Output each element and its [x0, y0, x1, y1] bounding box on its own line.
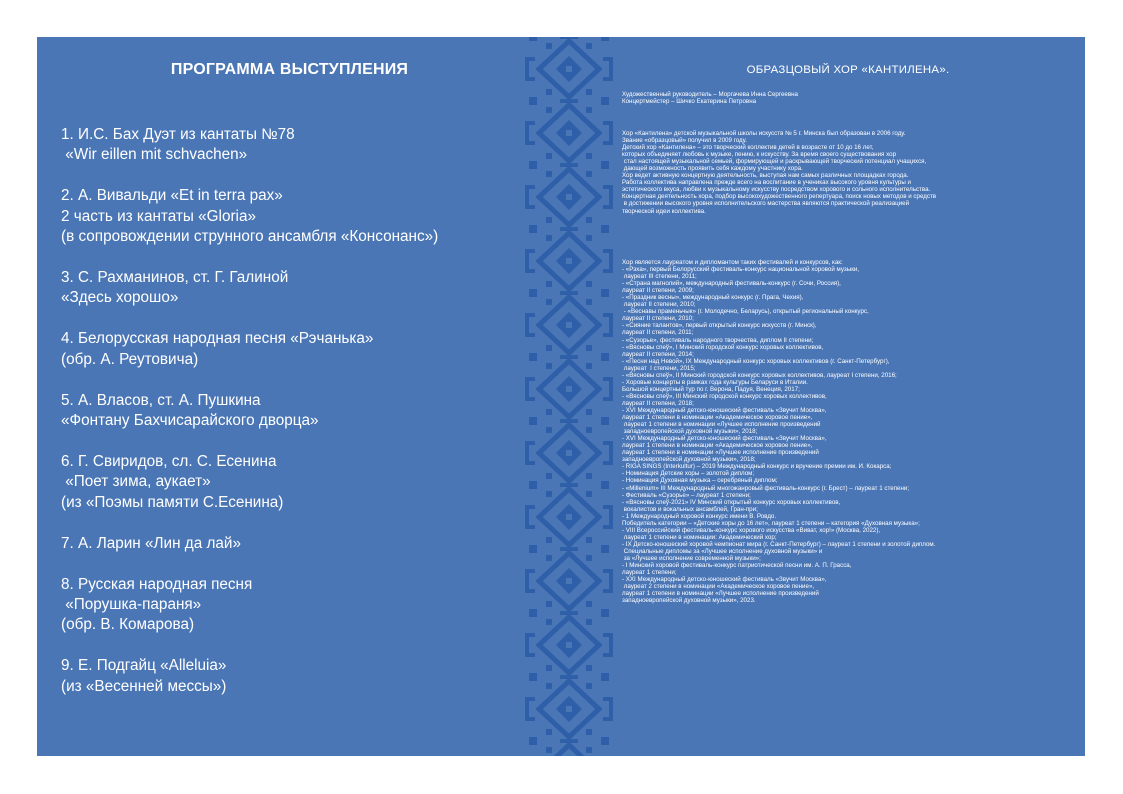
ornament-dot: [586, 363, 592, 369]
program-item-line: 2. А. Вивальди «Et in terra pax»: [61, 187, 283, 205]
ornament-dot: [586, 473, 592, 479]
award-line: - I Минский хоровой фестиваль-конкурс патриотической песни им. А. П. Грасса,: [622, 562, 852, 570]
ornament-side-square: [529, 97, 537, 105]
award-line: западноевропейской духовной музыки», 2018;: [622, 428, 758, 436]
award-line: - «Сузорье», фестиваль народного творчества, диплом II степени;: [622, 336, 814, 344]
ornament-dot: [546, 555, 552, 561]
award-line: - «Сияние талантов», первый открытый конкурс искусств (г. Минск),: [622, 322, 817, 330]
program-item-line: 9. Е. Подгайц «Alleluia»: [61, 657, 227, 675]
award-line: Специальные дипломы за «Лучшее исполнение духовной музыки» и: [622, 547, 823, 555]
ornament-dot: [546, 491, 552, 497]
award-line: лауреат 1 степени в номинации «Лучшее исполнение произведений: [622, 449, 819, 457]
award-line: вокалистов и вокальных ансамблей, Гран-при;: [622, 505, 758, 513]
award-line: лауреат II степени, 2009;: [622, 287, 694, 295]
ornament-side-square: [601, 545, 609, 553]
ornament-dot: [586, 729, 592, 735]
award-line: западноевропейской духовной музыки», 2023.: [622, 597, 756, 605]
ornament-dot: [546, 409, 552, 415]
choir-staff: [622, 91, 798, 105]
program-panel: [37, 37, 542, 756]
program-item: [61, 534, 438, 554]
program-item-line: 5. А. Власов, ст. А. Пушкина: [61, 391, 261, 409]
award-line: - Номинация Детские хоры – золотой диплом;: [622, 470, 755, 478]
award-line: лауреат III степени, 2011;: [622, 273, 697, 281]
description-line: эстетического вкуса, любви к музыкальному искусству посредством хорового и сольного исполнительства.: [622, 186, 931, 194]
award-line: Хор является лауреатом и дипломантом таких фестивалей и конкурсов, как:: [622, 259, 843, 266]
award-line: - XVI Международный детско-юношеский фестиваль «Звучит Москва»,: [622, 406, 827, 414]
program-sheet: [37, 37, 1085, 756]
program-item-line: 7. А. Ларин «Лин да лай»: [61, 534, 241, 552]
award-line: лауреат 1 степени в номинации «Академическое хоровое пение»,: [622, 442, 813, 450]
choir-title: ОБРАЗЦОВЫЙ ХОР «КАНТИЛЕНА».: [746, 64, 950, 76]
ornament-center: [566, 578, 572, 584]
ornament-side-square: [601, 289, 609, 297]
ornament-dot: [586, 153, 592, 159]
choir-awards: [622, 259, 935, 604]
ornament-dot: [586, 683, 592, 689]
award-line: - 1 Международный хоровой конкурс имени В. Ровдо.: [622, 512, 777, 520]
ornament-side-square: [529, 289, 537, 297]
award-line: лауреат 1 степени в номинации «Академическое хоровое пение»,: [622, 414, 813, 422]
ornament-center: [566, 130, 572, 136]
award-line: - XVI Международный детско-юношеский фестиваль «Звучит Москва»,: [622, 435, 827, 443]
ornament-dot: [586, 345, 592, 351]
award-line: - Хоровые концерты в рамках года культуры Беларуси в Италии.: [622, 378, 808, 386]
ornament-side-square: [529, 353, 537, 361]
ornament-center: [566, 514, 572, 520]
ornament-dot: [546, 427, 552, 433]
ornament-side-square: [529, 737, 537, 745]
ornament-side-square: [601, 225, 609, 233]
ornament-dot: [546, 171, 552, 177]
ornament-dot: [546, 235, 552, 241]
ornament-dot: [546, 345, 552, 351]
award-line: лауреат II степени, 2010;: [622, 301, 696, 309]
ornament-side-square: [529, 37, 537, 41]
ornament-side-square: [529, 161, 537, 169]
ornament-center: [566, 194, 572, 200]
ornament-center: [566, 386, 572, 392]
choir-description: [622, 130, 936, 215]
award-line: - «Страна магнолий», международный фестиваль-конкурс (г. Сочи, Россия),: [622, 280, 841, 288]
program-item-line: «Wir eillen mit schvachen»: [61, 146, 248, 164]
award-line: лауреат 1 степени в номинации: Академический хор;: [622, 533, 777, 541]
ornament-dot: [546, 683, 552, 689]
program-item-line: «Фонтану Бахчисарайского дворца»: [61, 412, 319, 430]
description-line: Хор ведет активную концертную деятельность, выступая нам самых различных площадках города.: [622, 172, 909, 180]
description-line: которых объединяет любовь к музыке, пению, к искусству. За время своего существования хор: [622, 151, 897, 159]
award-line: лауреат I степени, 2015;: [622, 364, 696, 372]
award-line: лауреат II степени, 2010;: [622, 315, 694, 323]
award-line: - Номинация Духовная музыка – серебряный диплом;: [622, 477, 778, 485]
ornament-dot: [586, 555, 592, 561]
award-line: - Фестиваль «Сузорье» – лауреат 1 степени;: [622, 491, 751, 499]
ornament-dot: [586, 491, 592, 497]
ornament-side-square: [601, 37, 609, 41]
award-line: Большой концертный тур по г. Верона, Падуя, Венеция, 2017;: [622, 385, 800, 393]
program-item: [61, 329, 438, 370]
description-line: дающей возможность проявить себя каждому участнику хора.: [622, 165, 803, 173]
ornament-side-square: [529, 673, 537, 681]
program-item-line: (обр. В. Комарова): [61, 616, 195, 634]
award-line: лауреат 1 степени в номинации «Лучшее исполнение произведений: [622, 590, 819, 598]
staff-line: Концертмейстер – Шичко Екатерина Петровна: [622, 98, 757, 106]
award-line: лауреат 1 степени в номинации «Лучшее исполнение произведений: [622, 421, 821, 429]
description-line: Работа коллектива направлена прежде всего на воспитание в учениках высокого уровня культуры и: [622, 179, 911, 187]
award-line: - XXI Международный детско-юношеский фестиваль «Звучит Москва»,: [622, 576, 827, 584]
award-line: - «Вясновы спеў», III Минский городской конкурс хоровых коллективов,: [622, 392, 827, 400]
award-line: - «Вясновы спеў», I Минский городской конкурс хоровых коллективов,: [622, 343, 824, 351]
description-line: в достижении высокого уровня исполнительского мастерства являются практической реализацией: [622, 200, 910, 208]
description-line: Хор «Кантилена» детской музыкальной школы искусств № 5 г. Минска был образован в 2006 году.: [622, 130, 906, 137]
ornament-side-square: [601, 97, 609, 105]
program-item-line: (из «Поэмы памяти С.Есенина): [61, 493, 284, 511]
program-item: [61, 268, 438, 309]
award-line: - IX Детско-юношеский хоровой чемпионат мира (г. Санкт-Петербург) – лауреат 1 степени и золотой диплом.: [622, 540, 936, 548]
ornament-dot: [586, 299, 592, 305]
ornament-center: [566, 322, 572, 328]
program-item-line: «Здесь хорошо»: [61, 289, 179, 307]
ornament-dot: [586, 619, 592, 625]
ornament-dot: [586, 281, 592, 287]
award-line: - «Вясновы спеў», II Минский городской конкурс хоровых коллективов, лауреат I степени, 2016;: [622, 371, 897, 379]
ornament-center: [566, 706, 572, 712]
description-line: творческой идеи коллектива.: [622, 207, 706, 215]
program-item: [61, 186, 438, 247]
program-item: [61, 391, 438, 432]
ornament-side-square: [529, 545, 537, 553]
staff-line: Художественный руководитель – Моргачева Инна Сергеевна: [622, 91, 798, 98]
description-line: Звание «образцовый» получил в 2009 году.: [622, 137, 747, 145]
ornament-dot: [546, 473, 552, 479]
ornament-side-square: [601, 737, 609, 745]
program-item-line: (из «Весенней мессы»): [61, 677, 227, 695]
ornament-dot: [546, 43, 552, 49]
ornament-dot: [546, 747, 552, 753]
ornament-dot: [546, 217, 552, 223]
ornament-dot: [546, 107, 552, 113]
program-item: [61, 656, 438, 697]
program-item-line: 2 часть из кантаты «Gloria»: [61, 207, 256, 225]
ornament-dot: [546, 153, 552, 159]
ornament-dot: [586, 235, 592, 241]
program-item-line: 8. Русская народная песня: [61, 575, 253, 593]
ornament-side-square: [601, 481, 609, 489]
award-line: Победитель категории – «Детские хоры до 16 лет», лауреат 1 степени – категория «Духовная музыка»;: [622, 519, 920, 527]
choir-info-panel: [620, 37, 1076, 756]
award-line: - VIII Всероссийский фестиваль-конкурс хорового искусства «Виват, хор!» (Москва, 2022),: [622, 526, 881, 534]
award-line: - «Вясновы спеў-2021» IV Минский открытый конкурс хоровых коллективов,: [622, 498, 841, 506]
ornament-dot: [586, 601, 592, 607]
ornament-center: [566, 642, 572, 648]
award-line: лауреат II степени, 2014;: [622, 350, 694, 358]
ornament-center: [566, 258, 572, 264]
program-item: [61, 452, 438, 513]
ornament-dot: [586, 89, 592, 95]
ornament-center: [566, 66, 572, 72]
description-line: стал настоящей музыкальной семьей, формирующей и раскрывающей творческий потенциал учащихся,: [622, 158, 927, 166]
ornament-dot: [546, 281, 552, 287]
program-item: [61, 125, 438, 166]
ornament-side-square: [529, 481, 537, 489]
program-list: [61, 125, 438, 718]
ornament-dot: [586, 171, 592, 177]
program-item-line: 6. Г. Свиридов, сл. С. Есенина: [61, 452, 277, 470]
ornament-side-square: [601, 161, 609, 169]
program-item-line: 1. И.С. Бах Дуэт из кантаты №78: [61, 126, 295, 143]
ornament-center: [566, 450, 572, 456]
program-item-line: 3. С. Рахманинов, ст. Г. Галиной: [61, 269, 289, 287]
ornament-dot: [546, 89, 552, 95]
program-item-line: «Порушка-параня»: [61, 596, 202, 613]
award-line: за «Лучшее исполнение современной музыки»;: [622, 554, 761, 562]
ornament-dot: [546, 299, 552, 305]
ornament-side-square: [601, 353, 609, 361]
ornament-side-square: [601, 417, 609, 425]
program-item-line: (обр. А. Реутовича): [61, 350, 199, 368]
ornament-dot: [546, 619, 552, 625]
ornament-dot: [546, 665, 552, 671]
ornament-side-square: [529, 417, 537, 425]
award-line: - «Песни над Невой», IX Международный конкурс хоровых коллективов (г. Санкт-Петербург),: [622, 357, 890, 365]
program-item-line: (в сопровождении струнного ансамбля «Консонанс»): [61, 228, 439, 246]
award-line: - RIGA SINGS (Interkultur) – 2019 Международный конкурс и вручение премии им. И. Кокарса;: [622, 463, 892, 471]
award-line: западноевропейской духовной музыки», 2018;: [622, 456, 756, 464]
ornament-dot: [586, 409, 592, 415]
ornament-side-square: [601, 673, 609, 681]
award-line: - «Веснавы праменьчык» (г. Молодечно, Беларусь), открытый региональный конкурс,: [622, 308, 869, 316]
program-item-line: 4. Белорусская народная песня «Рэчанька»: [61, 330, 374, 348]
ornament-dot: [586, 107, 592, 113]
program-item-line: «Поет зима, аукает»: [61, 473, 211, 491]
ornament-dot: [586, 217, 592, 223]
award-line: лауреат 2 степени в номинации «Академическое хоровое пение»,: [622, 583, 815, 591]
award-line: - «Праздник весны», международный конкурс (г. Прага, Чехия),: [622, 294, 804, 302]
program-title: ПРОГРАММА ВЫСТУПЛЕНИЯ: [170, 61, 409, 78]
ornament-dot: [586, 43, 592, 49]
ornament-dot: [546, 537, 552, 543]
description-line: Концертная деятельность хора, подбор высокохудожественного репертуара, поиск новых методов и средств: [622, 193, 937, 201]
ornament-dot: [586, 665, 592, 671]
description-line: Детский хор «Кантилена» – это творческий коллектив детей в возрасте от 10 до 16 лет,: [622, 144, 874, 152]
program-item: [61, 575, 438, 636]
award-line: лауреат II степени, 2011;: [622, 329, 694, 337]
folk-ornament-stripe: [523, 37, 615, 756]
ornament-side-square: [529, 225, 537, 233]
award-line: лауреат 1 степени;: [622, 569, 677, 577]
ornament-dot: [546, 601, 552, 607]
ornament-dot: [546, 729, 552, 735]
award-line: - «Millenium» III Международный многожанровый фестиваль-конкурс (г. Брест) – лауреат 1 степени;: [622, 484, 910, 492]
ornament-dot: [546, 363, 552, 369]
award-line: лауреат II степени, 2018;: [622, 399, 694, 407]
ornament-dot: [586, 747, 592, 753]
award-line: - «Рэха», первый Белорусский фестиваль-конкурс национальной хоровой музыки,: [622, 266, 860, 274]
ornament-dot: [586, 537, 592, 543]
ornament-dot: [586, 427, 592, 433]
ornament-side-square: [529, 609, 537, 617]
ornament-side-square: [601, 609, 609, 617]
